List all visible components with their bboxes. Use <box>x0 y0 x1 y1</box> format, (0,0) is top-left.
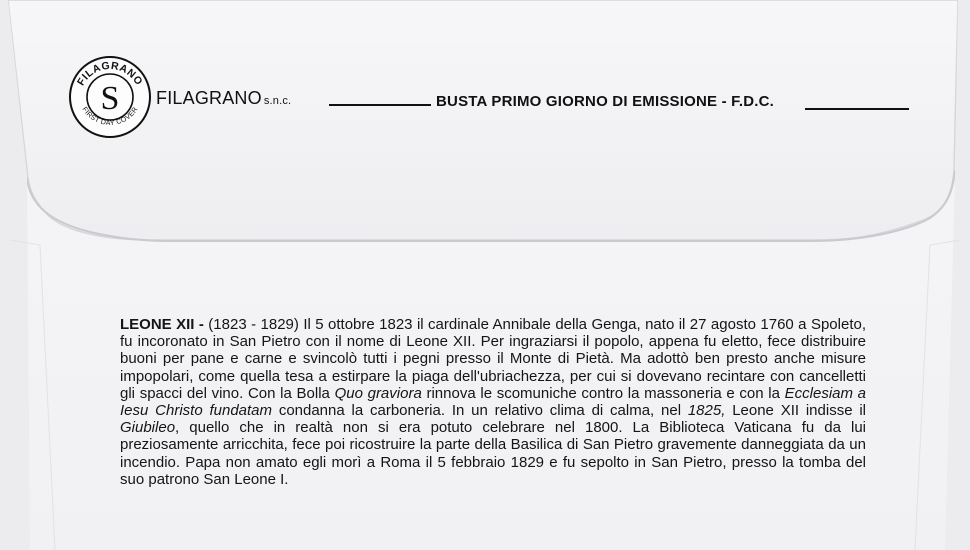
header-rule-left <box>329 104 431 106</box>
header-rule-right <box>805 108 909 110</box>
filagrano-logo <box>68 55 152 139</box>
brand-name: FILAGRANO s.n.c. <box>156 88 292 108</box>
brand-suffix: s.n.c. <box>263 95 292 107</box>
envelope-title: BUSTA PRIMO GIORNO DI EMISSIONE - F.D.C. <box>436 93 775 110</box>
jubilee-word: Giubileo <box>120 419 176 437</box>
svg-text:FIRST DAY COVER: FIRST DAY COVER <box>80 106 140 128</box>
description-subject: LEONE XII - <box>120 316 204 333</box>
bull-title-quo-graviora: Quo graviora <box>334 384 422 402</box>
svg-text:S: S <box>100 80 120 117</box>
jubilee-year: 1825, <box>687 402 726 420</box>
description-paragraph: LEONE XII - (1823 - 1829) Il 5 ottobre 1823 il cardinale Annibale della Genga, nato il 27 agosto 1760 a Spoleto, fu incoronato in San Pietro con il nome di Leone XII. Per ingraziarsi il popolo, appena fu eletto, fece distribuire buoni per pane e carne e svincolò tutti i pegni presso il Monte di Pietà. Ma adottò ben presto anche misure impopolari, come quella tesa a estirpare la piaga dell'ubriachezza, per cui si dovevano recintare con cancelletti gli spacci del vino. Con la Bolla Quo graviora rinnova le scomuniche contro la massoneria e con la Ecclesiam a Iesu Christo fundatam condanna la carboneria. In un relativo clima di calma, nel 1825, Leone XII indisse il Giubileo, quello che in realtà non si era potuto celebrare nel 1800. La Biblioteca Vaticana fu da lui preziosamente arricchita, fece poi ricostruire la parte della Basilica di San Pietro gravemente danneggiata da un incendio. Papa non amato egli morì a Roma il 5 febbraio 1829 e fu sepolto in San Pietro, presso la tomba del suo patrono San Leone I. <box>120 316 867 488</box>
svg-text:FILAGRANO: FILAGRANO <box>74 59 145 88</box>
bull-title-ecclesiam: Ecclesiam a Iesu Christo fundatam <box>120 384 867 420</box>
